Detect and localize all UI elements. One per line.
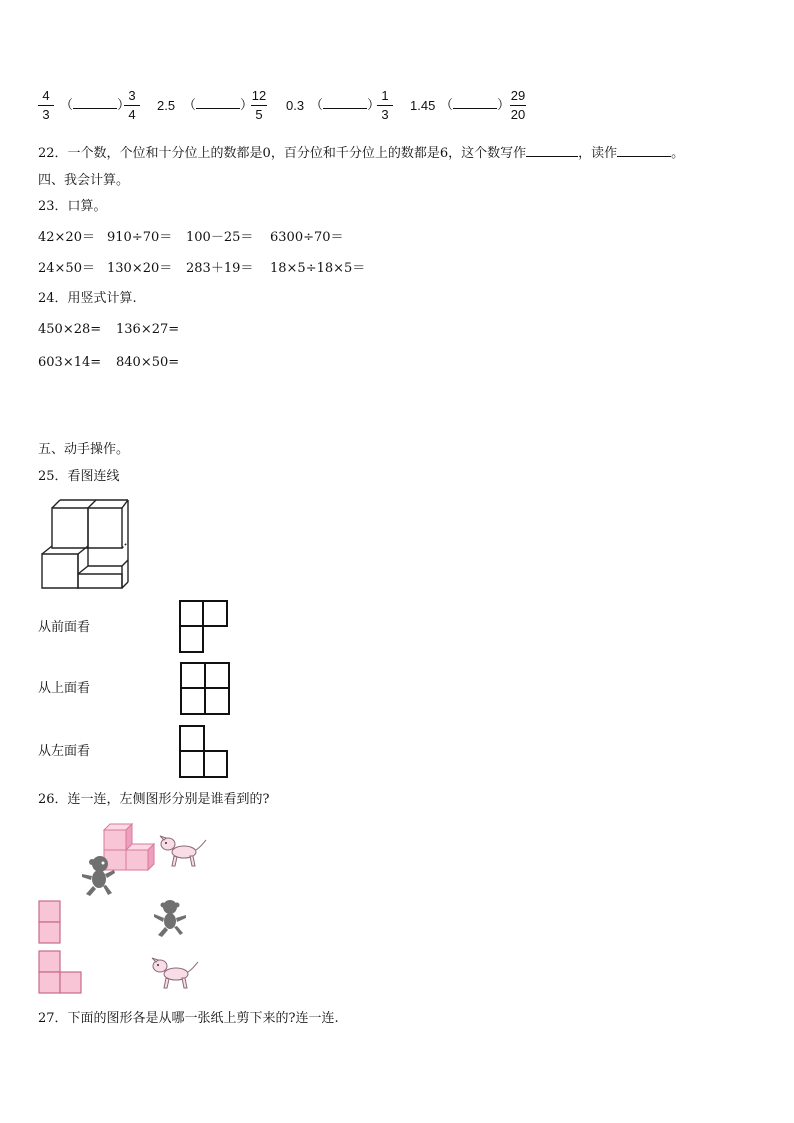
paren-close: ） [240,98,254,113]
question-22-end: 。 [671,146,685,161]
section-5-heading: 五、动手操作。 [38,442,130,457]
vertical-calc-1: 450×28= [38,322,102,337]
dog-icon[interactable] [158,834,208,870]
paren-open: （ [183,98,197,113]
dog-icon-right[interactable] [150,956,200,992]
cube-solid-figure [38,496,130,592]
oral-calc-2: 910÷70＝ [107,230,173,245]
oral-calc-3: 100－25＝ [186,230,254,245]
compare-blank-1[interactable] [60,98,130,114]
paren-close: ） [497,98,511,113]
monkey-icon-right[interactable] [152,898,188,938]
compare-blank-4[interactable] [440,98,510,114]
decimal-1-45: 1.45 [410,98,436,113]
oral-calc-5: 24×50＝ [38,261,95,276]
question-26-title: 26．连一连，左侧图形分别是谁看到的? [38,792,270,807]
oral-calc-6: 130×20＝ [107,261,173,276]
view-label-front: 从前面看 [38,620,91,635]
fraction-1-3: 1 3 [375,88,395,123]
question-23-title: 23．口算。 [38,199,107,214]
section-4-heading: 四、我会计算。 [38,173,130,188]
fraction-4-3: 4 3 [36,88,56,123]
view-grid-top[interactable] [180,662,230,716]
view-grid-front[interactable] [179,600,229,654]
fraction-3-4: 3 4 [122,88,142,123]
paren-open: （ [310,98,324,113]
oral-calc-1: 42×20＝ [38,230,95,245]
oral-calc-4: 6300÷70＝ [270,230,344,245]
view-label-top: 从上面看 [38,681,91,696]
decimal-2-5: 2.5 [157,98,176,113]
view-label-left: 从左面看 [38,744,91,759]
question-27-title: 27．下面的图形各是从哪一张纸上剪下来的?连一连. [38,1011,339,1026]
fraction-29-20: 29 20 [510,88,526,122]
vertical-calc-2: 136×27= [116,322,180,337]
paren-close: ） [117,98,131,113]
read-blank[interactable] [617,156,671,157]
paren-close: ） [367,98,381,113]
write-blank[interactable] [526,156,578,157]
question-22-mid: ，读作 [578,146,618,161]
compare-blank-3[interactable] [310,98,380,114]
oral-calc-7: 283＋19＝ [186,261,254,276]
vertical-calc-4: 840×50= [116,355,180,370]
pink-view-l-shape[interactable] [38,950,84,994]
question-22-text: 22．一个数，个位和十分位上的数都是0，百分位和千分位上的数都是6，这个数写作 [38,146,527,161]
question-22 [38,146,684,162]
oral-calc-8: 18×5÷18×5＝ [270,261,366,276]
compare-blank-2[interactable] [183,98,253,114]
paren-open: （ [60,98,74,113]
decimal-0-3: 0.3 [286,98,305,113]
monkey-icon[interactable] [80,854,116,898]
question-24-title: 24．用竖式计算. [38,291,137,306]
vertical-calc-3: 603×14= [38,355,102,370]
view-grid-left[interactable] [179,725,229,779]
question-25-title: 25．看图连线 [38,469,120,484]
fraction-12-5: 12 5 [251,88,267,122]
paren-open: （ [440,98,454,113]
pink-view-vertical[interactable] [38,900,62,944]
